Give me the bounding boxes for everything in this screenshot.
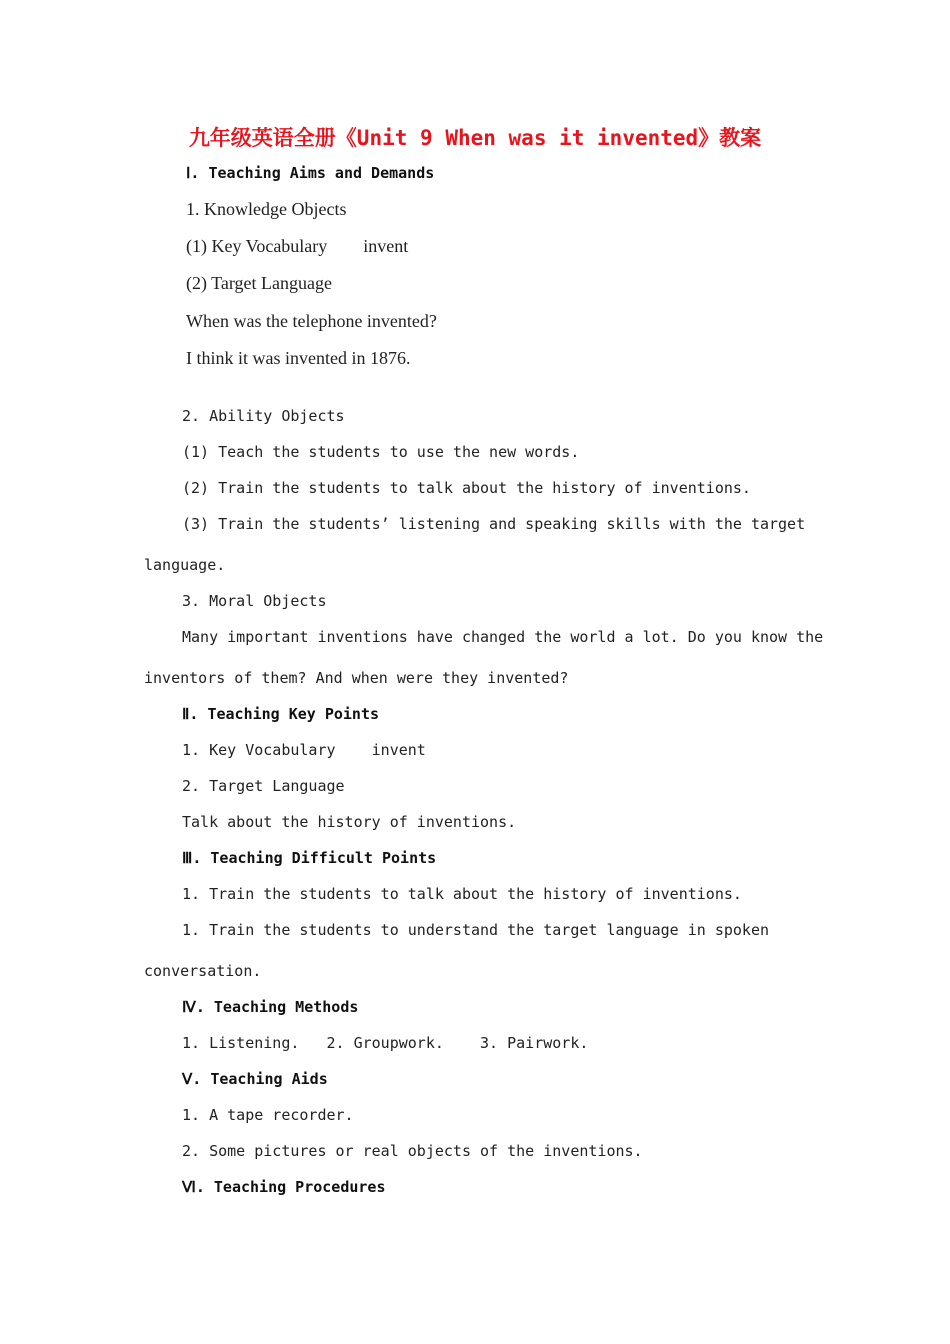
aid-item-1: 1. A tape recorder. xyxy=(182,1106,354,1124)
key-vocabulary-line: (1) Key Vocabulary invent xyxy=(186,236,409,256)
difficult-point-2-cont: conversation. xyxy=(144,962,262,980)
methods-list: 1. Listening. 2. Groupwork. 3. Pairwork. xyxy=(182,1034,589,1052)
ability-item-1: (1) Teach the students to use the new words. xyxy=(182,443,580,461)
ability-item-3-cont: language. xyxy=(144,556,226,574)
subheading-ability: 2. Ability Objects xyxy=(182,407,345,425)
example-question: When was the telephone invented? xyxy=(186,311,437,331)
section-heading-aids: Ⅴ. Teaching Aids xyxy=(182,1070,328,1088)
document-title: 九年级英语全册《Unit 9 When was it invented》教案 xyxy=(188,126,762,150)
key-point-text: Talk about the history of inventions. xyxy=(182,813,517,831)
key-point-1: 1. Key Vocabulary invent xyxy=(182,741,426,759)
aid-item-2: 2. Some pictures or real objects of the inventions. xyxy=(182,1142,643,1160)
section-heading-difficult: Ⅲ. Teaching Difficult Points xyxy=(182,849,437,867)
section-heading-procedures: Ⅵ. Teaching Procedures xyxy=(182,1178,386,1196)
subheading-moral: 3. Moral Objects xyxy=(182,592,327,610)
moral-paragraph-cont: inventors of them? And when were they invented? xyxy=(144,669,569,687)
subheading-knowledge: 1. Knowledge Objects xyxy=(186,199,347,219)
ability-item-3: (3) Train the students’ listening and speaking skills with the target xyxy=(182,515,806,533)
key-point-2: 2. Target Language xyxy=(182,777,345,795)
section-heading-methods: Ⅳ. Teaching Methods xyxy=(182,998,359,1016)
section-heading-aims: Ⅰ. Teaching Aims and Demands xyxy=(186,164,435,182)
moral-paragraph: Many important inventions have changed the world a lot. Do you know the xyxy=(182,628,824,646)
difficult-point-2: 1. Train the students to understand the target language in spoken xyxy=(182,921,769,939)
ability-item-2: (2) Train the students to talk about the history of inventions. xyxy=(182,479,751,497)
section-heading-key-points: Ⅱ. Teaching Key Points xyxy=(182,705,380,723)
example-answer: I think it was invented in 1876. xyxy=(186,348,411,368)
target-language-line: (2) Target Language xyxy=(186,273,333,293)
difficult-point-1: 1. Train the students to talk about the history of inventions. xyxy=(182,885,742,903)
